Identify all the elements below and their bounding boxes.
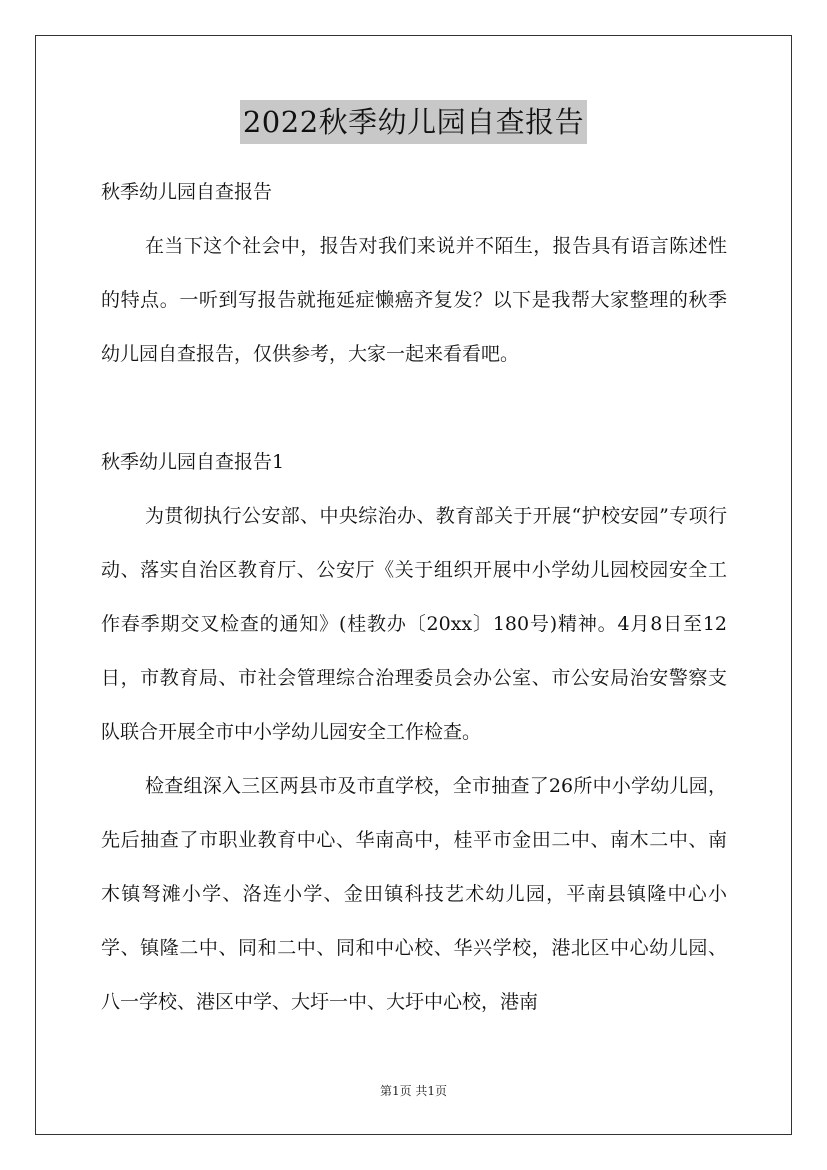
body-paragraph-1: 为贯彻执行公安部、中央综治办、教育部关于开展“护校安园”专项行动、落实自治区教育厅、公安厅《关于组织开展中小学幼儿园校园安全工作春季期交叉检查的通知》(桂教办〔20xx〕180号)精神。4月8日至12日，市教育局、市社会管理综合治理委员会办公室、市公安局治安警察支队联合开展全市中小学幼儿园安全工作检查。 bbox=[101, 505, 727, 743]
intro-paragraph: 在当下这个社会中，报告对我们来说并不陌生，报告具有语言陈述性的特点。一听到写报告就拖延症懒癌齐复发？以下是我帮大家整理的秋季幼儿园自查报告，仅供参考，大家一起来看看吧。 bbox=[101, 235, 727, 365]
page-footer: 第1页 共1页 bbox=[379, 1084, 448, 1098]
document-title: 2022秋季幼儿园自查报告 bbox=[240, 100, 587, 144]
section-gap bbox=[101, 381, 727, 435]
section-heading: 秋季幼儿园自查报告1 bbox=[101, 451, 285, 473]
body-paragraph-2: 检查组深入三区两县市及市直学校，全市抽查了26所中小学幼儿园，先后抽查了市职业教育中心、华南高中，桂平市金田二中、南木二中、南木镇弩滩小学、洛连小学、金田镇科技艺术幼儿园，平南县镇隆中心小学、镇隆二中、同和二中、同和中心校、华兴学校，港北区中心幼儿园、八一学校、港区中学、大圩一中、大圩中心校，港南 bbox=[101, 775, 727, 1013]
subtitle: 秋季幼儿园自查报告 bbox=[101, 181, 273, 203]
title-area bbox=[0, 100, 827, 144]
document-body bbox=[101, 165, 727, 1029]
